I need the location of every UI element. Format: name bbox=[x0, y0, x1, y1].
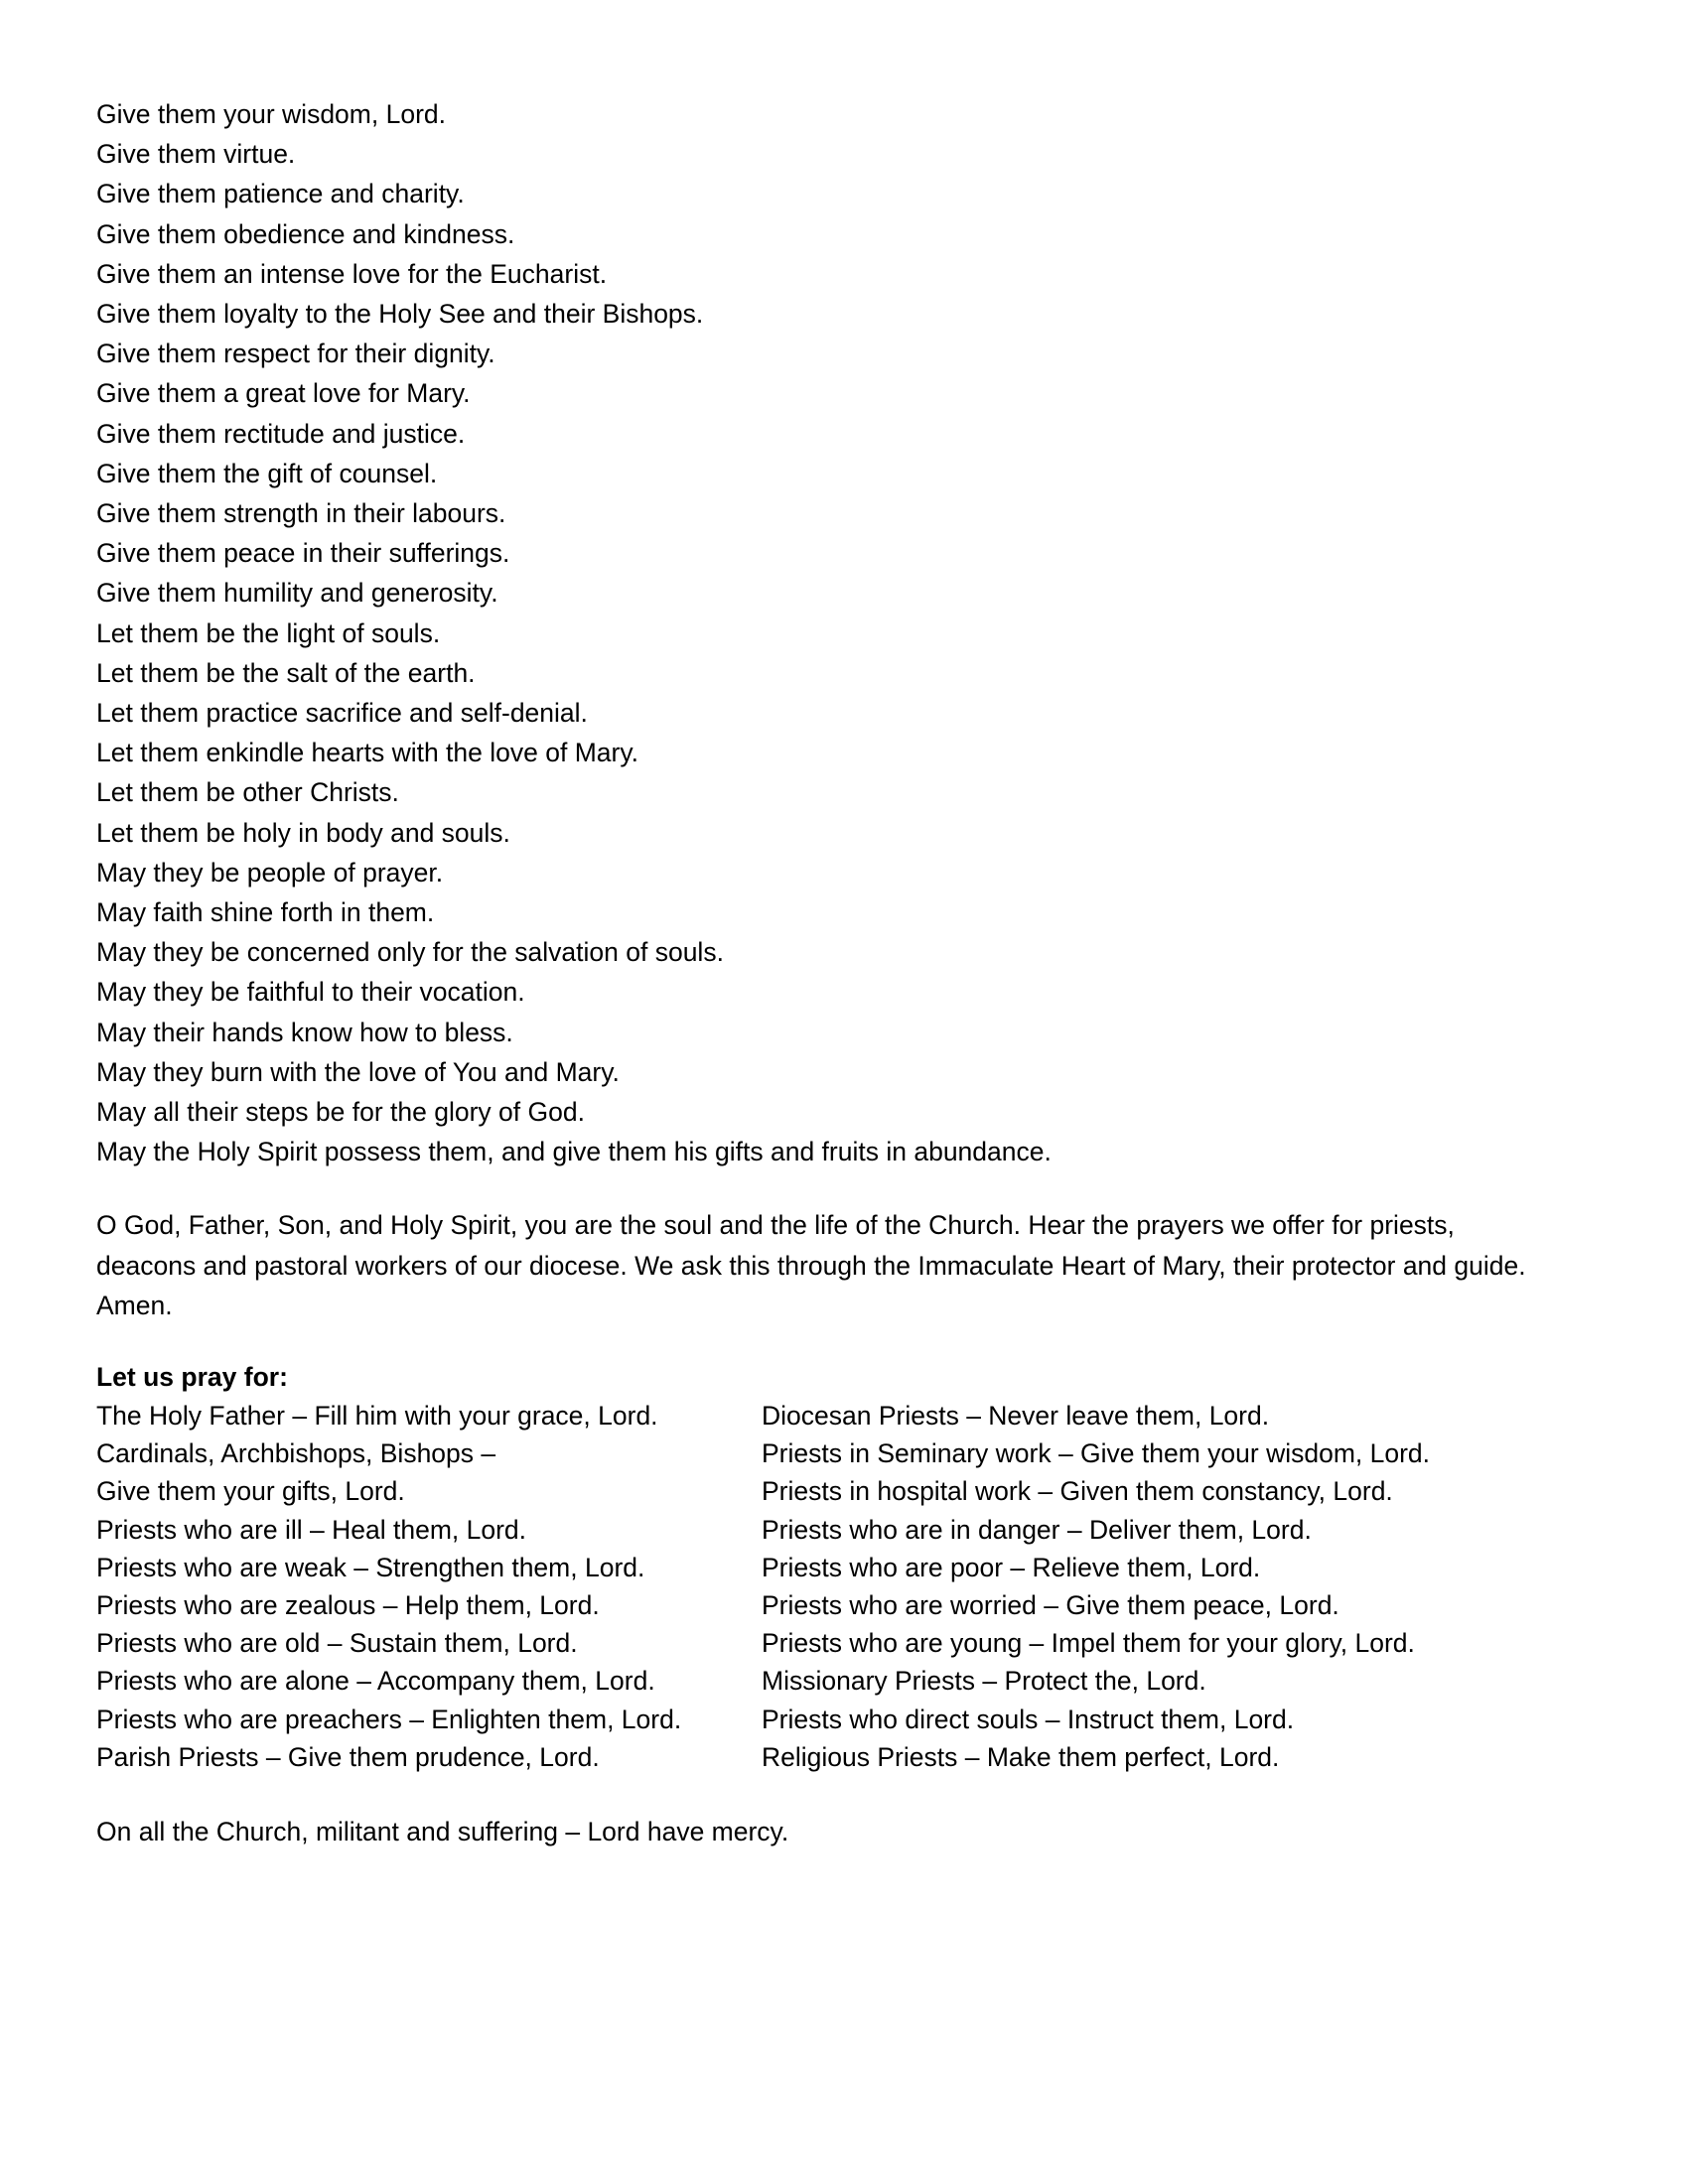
petition-line: Priests who are worried – Give them peace, Lord. bbox=[762, 1590, 1339, 1620]
petition-line: Priests who are zealous – Help them, Lord. bbox=[96, 1590, 600, 1620]
invocation-line: May they be faithful to their vocation. bbox=[96, 977, 525, 1008]
invocation-line: Give them peace in their sufferings. bbox=[96, 538, 510, 569]
invocation-line: Let them enkindle hearts with the love of Mary. bbox=[96, 738, 638, 768]
invocation-line: Give them respect for their dignity. bbox=[96, 339, 495, 369]
petition-line: Give them your gifts, Lord. bbox=[96, 1476, 405, 1507]
petition-line: Priests who are preachers – Enlighten them, Lord. bbox=[96, 1704, 682, 1734]
invocation-line: Give them loyalty to the Holy See and their Bishops. bbox=[96, 299, 704, 330]
invocation-line: Let them be other Christs. bbox=[96, 777, 399, 808]
petition-line: Priests who are old – Sustain them, Lord. bbox=[96, 1628, 578, 1659]
petitions-two-column-list bbox=[96, 1397, 1554, 1776]
petitions-left-column bbox=[96, 1397, 762, 1776]
invocation-line: Let them practice sacrifice and self-denial. bbox=[96, 698, 588, 729]
invocation-line: May the Holy Spirit possess them, and give them his gifts and fruits in abundance. bbox=[96, 1137, 1052, 1167]
invocation-line: Let them be the salt of the earth. bbox=[96, 657, 476, 688]
petition-line: Parish Priests – Give them prudence, Lord. bbox=[96, 1741, 600, 1772]
let-us-pray-heading: Let us pray for: bbox=[96, 1361, 288, 1392]
invocation-line: Give them patience and charity. bbox=[96, 179, 465, 209]
petition-line: Priests who are young – Impel them for your glory, Lord. bbox=[762, 1628, 1415, 1659]
invocation-line: May they be concerned only for the salvation of souls. bbox=[96, 937, 724, 968]
invocation-line: Let them be holy in body and souls. bbox=[96, 817, 510, 848]
petition-line: The Holy Father – Fill him with your grace, Lord. bbox=[96, 1400, 658, 1431]
invocation-line: Give them the gift of counsel. bbox=[96, 458, 438, 488]
invocation-line: Let them be the light of souls. bbox=[96, 617, 441, 648]
petition-line: Priests in Seminary work – Give them your wisdom, Lord. bbox=[762, 1438, 1431, 1469]
invocation-line: Give them your wisdom, Lord. bbox=[96, 99, 446, 129]
invocation-line: Give them virtue. bbox=[96, 139, 296, 170]
petition-line: Priests who direct souls – Instruct them, Lord. bbox=[762, 1704, 1295, 1734]
invocation-line: May faith shine forth in them. bbox=[96, 897, 435, 928]
petition-line: Religious Priests – Make them perfect, Lord. bbox=[762, 1741, 1280, 1772]
invocation-line: Give them a great love for Mary. bbox=[96, 378, 471, 409]
petition-line: Priests who are poor – Relieve them, Lord. bbox=[762, 1552, 1261, 1582]
invocation-line: Give them strength in their labours. bbox=[96, 498, 506, 529]
invocation-line: Give them an intense love for the Eucharist. bbox=[96, 258, 608, 289]
invocation-line: May all their steps be for the glory of God. bbox=[96, 1097, 585, 1128]
closing-prayer-paragraph: O God, Father, Son, and Holy Spirit, you are the soul and the life of the Church. Hear the prayers we offer for priests, deacons and pastoral workers of our diocese. We ask this through the Immaculate Heart of Mary, their protector and guide. Amen. bbox=[96, 1210, 1526, 1321]
invocation-line: May they burn with the love of You and Mary. bbox=[96, 1056, 620, 1087]
invocation-line: Give them obedience and kindness. bbox=[96, 218, 515, 249]
petition-line: Priests who are in danger – Deliver them, Lord. bbox=[762, 1514, 1312, 1545]
petitions-right-column bbox=[762, 1397, 1554, 1776]
invocation-line: Give them humility and generosity. bbox=[96, 578, 498, 609]
petition-line: Priests who are ill – Heal them, Lord. bbox=[96, 1514, 527, 1545]
petition-line: Diocesan Priests – Never leave them, Lord. bbox=[762, 1400, 1270, 1431]
petition-line: Priests in hospital work – Given them constancy, Lord. bbox=[762, 1476, 1393, 1507]
invocation-line: May they be people of prayer. bbox=[96, 857, 444, 887]
invocation-line: Give them rectitude and justice. bbox=[96, 418, 466, 449]
petition-line: Priests who are weak – Strengthen them, Lord. bbox=[96, 1552, 645, 1582]
closing-petition-line: On all the Church, militant and suffering – Lord have mercy. bbox=[96, 1817, 789, 1847]
petition-line: Cardinals, Archbishops, Bishops – bbox=[96, 1438, 496, 1469]
petition-line: Priests who are alone – Accompany them, Lord. bbox=[96, 1666, 655, 1697]
invocation-list bbox=[96, 94, 1554, 1171]
invocation-line: May their hands know how to bless. bbox=[96, 1017, 513, 1047]
petition-line: Missionary Priests – Protect the, Lord. bbox=[762, 1666, 1206, 1697]
